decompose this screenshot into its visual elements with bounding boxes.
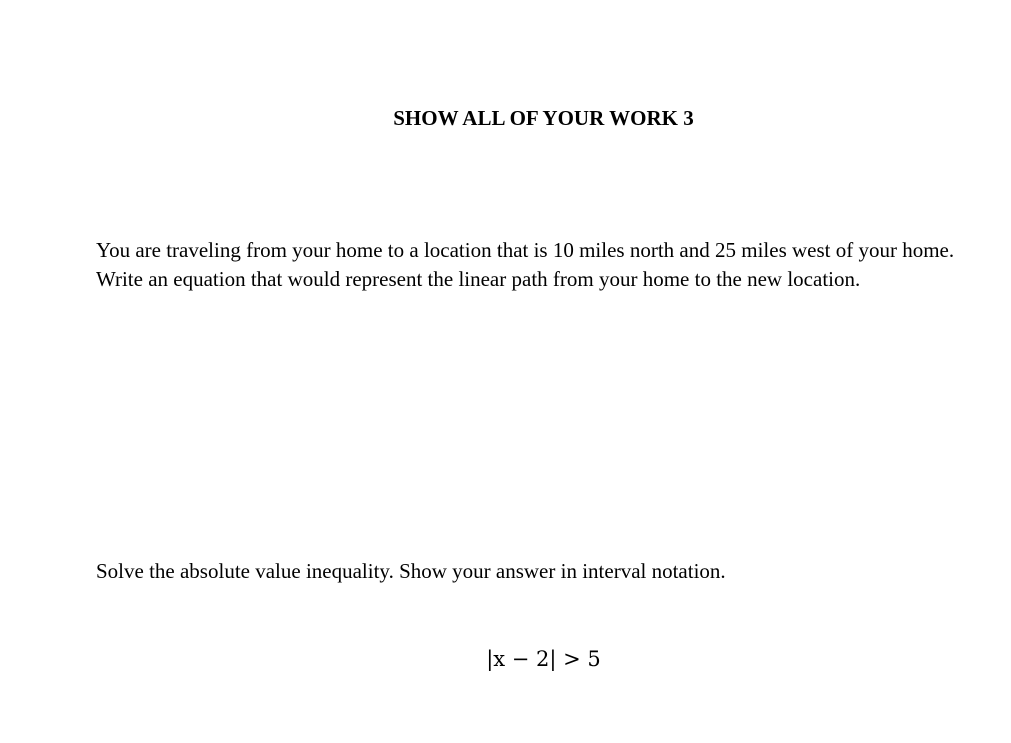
- problem-1-text: You are traveling from your home to a location that is 10 miles north and 25 miles west of your home. Write an equation that would represent the linear path from your home to the new location.: [96, 238, 955, 291]
- absolute-value-inequality: |x − 2| > 5: [486, 647, 601, 671]
- page-title: SHOW ALL OF YOUR WORK 3: [393, 106, 694, 130]
- problem-2-text: Solve the absolute value inequality. Show your answer in interval notation.: [96, 559, 726, 583]
